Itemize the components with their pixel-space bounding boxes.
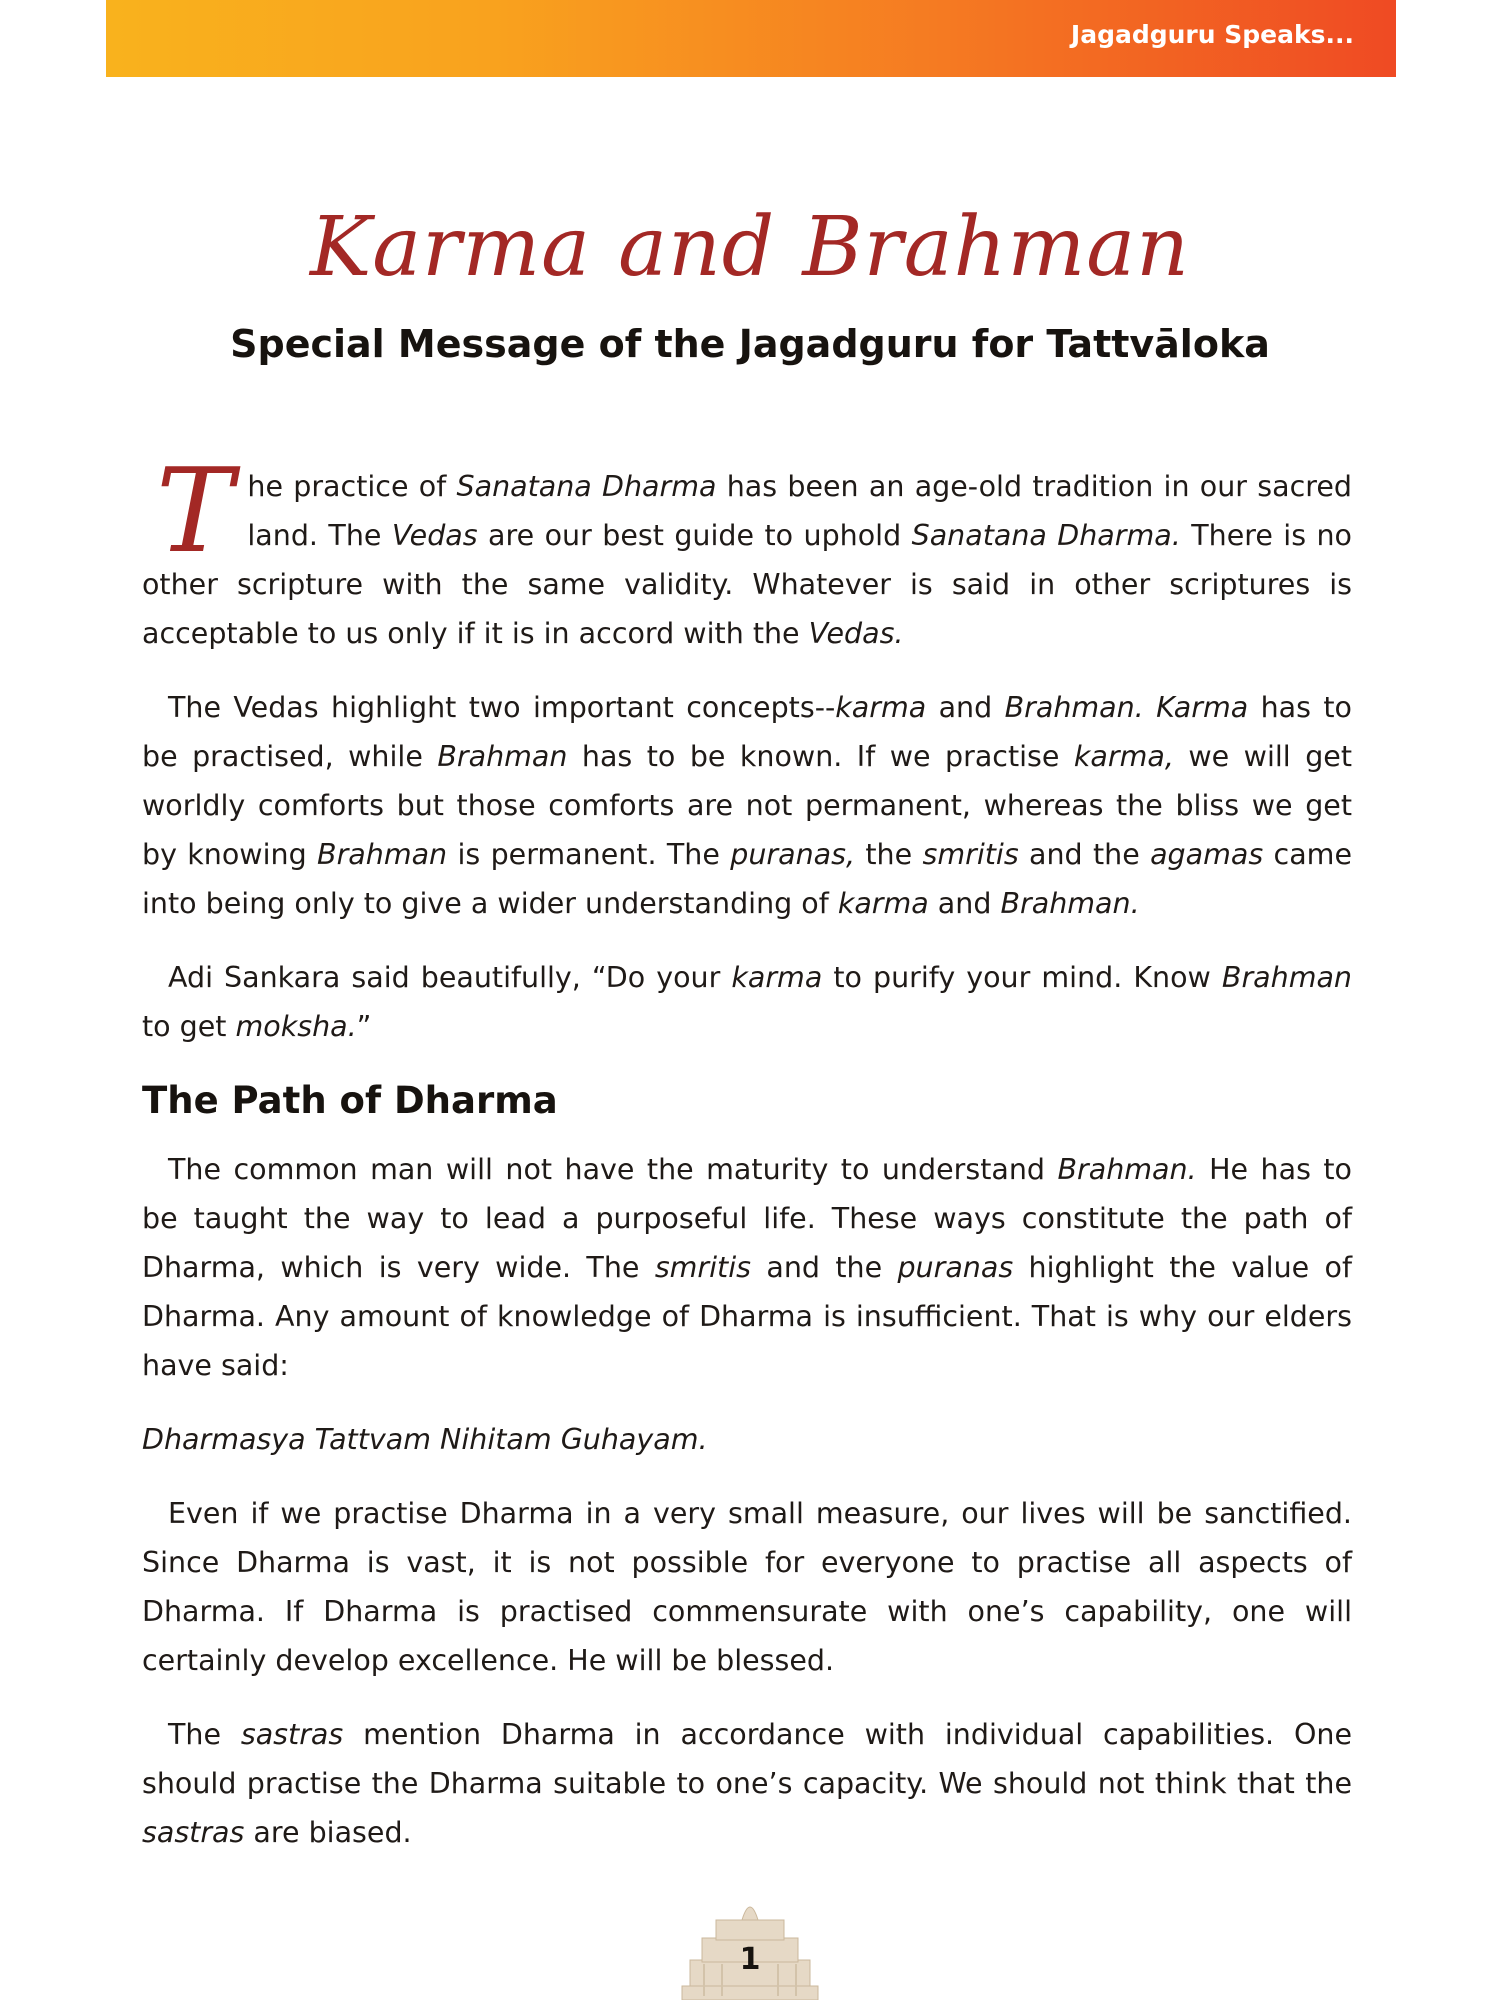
text-italic: moksha. [235,1010,357,1043]
text: and [926,691,1005,724]
text-italic: Vedas. [808,617,904,650]
paragraph-sastras [142,1710,1352,1857]
text: He has to be taught the way to lead a purposeful life. These ways constitute the path of Dharma, which is very wide. The [142,1153,1352,1284]
text-italic: Brahman [317,838,448,871]
text-italic: Sanatana Dharma. [911,519,1181,552]
text-italic: Brahman [437,740,568,773]
text-italic: Brahman. [1057,1153,1197,1186]
text-italic: puranas [897,1251,1014,1284]
page-footer [660,1890,840,2000]
header-bar [106,0,1396,77]
paragraph-intro [142,444,1353,658]
text-italic: Brahman. Karma [1004,691,1249,724]
text-italic: karma [835,691,927,724]
text: The Vedas highlight two important concepts-- [168,691,836,724]
text: and the [1018,838,1151,871]
section-label: Jagadguru Speaks... [1070,20,1354,49]
verse-quote: Dharmasya Tattvam Nihitam Guhayam. [142,1423,708,1456]
text: ” [356,1010,372,1043]
paragraph-sankara [142,953,1352,1051]
text-italic: agamas [1150,838,1264,871]
text-italic: smritis [922,838,1019,871]
text: The [168,1718,241,1751]
text-italic: Brahman [1221,961,1352,994]
text: and [928,887,1001,920]
text: The common man will not have the maturity to understand [168,1153,1058,1186]
paragraph-vedas [142,683,1352,928]
paragraph-common-man [142,1145,1352,1390]
paragraph-practise: Even if we practise Dharma in a very small measure, our lives will be sanctified. Since Dharma is vast, it is not possible for everyone to practise all aspects of Dharma. If Dharma is practised commensurate with one’s capability, one will certainly develop excellence. He will be blessed. [142,1497,1352,1677]
text-italic: sastras [240,1718,344,1751]
text: the [855,838,923,871]
text: we will get worldly comforts but those comforts are not permanent, whereas the bliss we get by knowing [142,740,1352,871]
drop-cap: T [156,444,234,579]
text-italic: sastras [142,1816,245,1849]
text-italic: Brahman. [1000,887,1140,920]
text: are our best guide to uphold [477,519,912,552]
text-italic: puranas, [730,838,856,871]
text: mention Dharma in accordance with individual capabilities. One should practise the Dharma suitable to one’s capacity. We should not think that the [142,1718,1352,1800]
text: to get [142,1010,236,1043]
text-italic: karma [837,887,929,920]
text: came into being only to give a wider understanding of [142,838,1352,920]
text-italic: karma [731,961,823,994]
article-body [142,444,1353,1882]
text-italic: Sanatana Dharma [456,470,717,503]
text: has to be known. If we practise [567,740,1074,773]
text: is permanent. The [447,838,731,871]
text: he practice of [247,470,457,503]
text: has to be practised, while [142,691,1352,773]
text: are biased. [244,1816,412,1849]
text: Adi Sankara said beautifully, “Do your [168,961,732,994]
section-heading: The Path of Dharma [142,1079,558,1122]
text-italic: smritis [654,1251,751,1284]
article-subtitle: Special Message of the Jagadguru for Tattvāloka [230,322,1270,366]
article-title: Karma and Brahman [310,200,1190,295]
text-italic: Vedas [391,519,478,552]
text: and the [751,1251,898,1284]
text: There is no other scripture with the same validity. Whatever is said in other scriptures is acceptable to us only if it is in accord with the [142,519,1352,650]
text: has been an age-old tradition in our sacred land. The [247,470,1353,552]
page-number: 1 [739,1942,761,1977]
text: highlight the value of Dharma. Any amount of knowledge of Dharma is insufficient. That is why our elders have said: [142,1251,1352,1382]
text-italic: karma, [1073,740,1174,773]
text: to purify your mind. Know [822,961,1222,994]
